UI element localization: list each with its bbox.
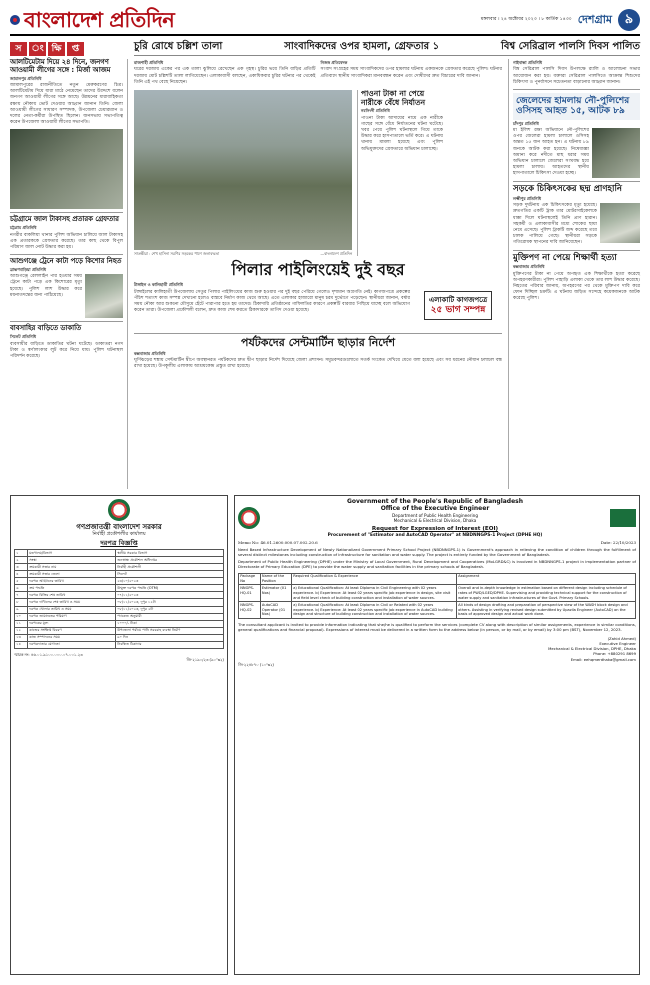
- tender-cell: প্যাকেজ অনুযায়ী: [116, 613, 224, 620]
- tender-cell: ১২: [15, 627, 28, 634]
- signer-phone: Phone: +880291 8699: [593, 651, 636, 657]
- brief-title: আলটিমেটাম দিয়ে ২৪ দিনে, জনগণ আওয়ামী লীগের সঙ্গে : মির্জা আজম: [10, 58, 111, 74]
- tender-row: [15, 641, 224, 648]
- tender-cell: ২: [15, 557, 28, 564]
- eoi-header-cell: Required Qualification & Experience: [292, 573, 457, 585]
- tender-cell: ০৮/১১/২০২৩, দুপুর ১২টা: [116, 599, 224, 606]
- story-text: ঘূর্ণিঝড়ের শঙ্কায় সেন্টমার্টিন দ্বীপে অবস্থানরত পর্যটকদের দ্রুত দ্বীপ ছাড়ার নির্দেশ দিয়েছে জেলা প্রশাসন। সমুদ্রবন্দরগুলোতে সতর্ক সংকেত দেখিয়ে যেতে বলা হয়েছে এবং সব ধরনের নৌযান চলাচল বন্ধ রাখা হয়েছে। উপকূলীয় এলাকায় আশ্রয়কেন্দ্র প্রস্তুত রাখা হয়েছে।: [134, 357, 502, 370]
- brief-section-bar: [10, 42, 128, 56]
- tender-cell: সংস্থা: [28, 557, 116, 564]
- tender-row: [15, 557, 224, 564]
- eoi-row: [239, 585, 636, 602]
- story-text: মা ইলিশ রক্ষা অভিযানে নৌ-পুলিশের ওপর জেলেরা হামলা চালালে ওসিসহ অন্তত ১৫ জন আহত হন। এ ঘটনায় ৮৯ জনকে আটক করা হয়েছে। নিষেধাজ্ঞা অমান্য করে নদীতে মাছ ধরার সময় অভিযান চালালে জেলেরা সংঘবদ্ধ হয়ে হামলা চালায়। আহতদের স্থানীয় হাসপাতালে চিকিৎসা দেওয়া হচ্ছে।: [513, 128, 589, 177]
- story-byline: গাইবান্ধা প্রতিনিধি: [513, 60, 543, 65]
- health-headline: সড়কে চিকিৎসকের ছদ্ম প্রাণহানি: [513, 184, 622, 195]
- signer-email: Email: eehqmerdhaka@gmail.com: [570, 656, 636, 662]
- brief-title: আশুগঞ্জে ট্রেনে কাটা পড়ে কিশোর নিহত: [10, 257, 122, 266]
- tender-row: [15, 613, 224, 620]
- brief-text: আশুগঞ্জে রেললাইন পার হওয়ার সময় ট্রেনে কাটা পড়ে এক কিশোরের মৃত্যু হয়েছে। পুলিশ লাশ উদ্ধার করে ময়নাতদন্তের জন্য পাঠিয়েছে।: [10, 274, 82, 298]
- eoi-date: Date: 22/10/2023: [600, 539, 636, 545]
- brief-section-letter: ক্ষি: [48, 42, 65, 56]
- eoi-outro: The consultant applicant is invited to provide information indicating that she/he is qualified to perform the services (complete CV along with description of similar assignments, experience in similar conditions, general qualifications and financial proposal). Expressions of interest must be delivered in a written form to the address below (in person, or by mail, or by email) by 3:00 pm (BST), November 12, 2023.: [238, 621, 636, 632]
- section-name: দেশগ্রাম: [577, 12, 612, 26]
- tender-row: [15, 550, 224, 557]
- story-byline: টাঙ্গাইল ও কালিহাতী প্রতিনিধি: [134, 282, 183, 288]
- eoi-header-cell: Package No: [239, 573, 261, 585]
- brief-photo: [85, 274, 123, 318]
- issue-date: মঙ্গলবার । ২৪ অক্টোবর ২০২৩ । ৮ কার্তিক ১৪৩০: [480, 16, 572, 22]
- story-byline: কক্সবাজার প্রতিনিধি: [134, 350, 166, 356]
- brand-name: বাংলাদেশ প্রতিদিন: [24, 6, 175, 32]
- tender-cell: ১: [15, 550, 28, 557]
- story-byline: কক্সবাজার প্রতিনিধি: [513, 264, 545, 270]
- story-byline: নরসিংদী প্রতিনিধি: [361, 108, 390, 114]
- tender-title: দরপত্র বিজ্ঞপ্তি: [100, 538, 138, 547]
- tender-cell: দরপত্র বিক্রির শেষ তারিখ: [28, 592, 116, 599]
- tender-row: [15, 627, 224, 634]
- photo-credit: —বাংলাদেশ প্রতিদিন: [320, 250, 352, 256]
- tender-row: [15, 592, 224, 599]
- headline-journalist: সাংবাদিকদের ওপর হামলা, গ্রেফতার ১: [284, 40, 440, 52]
- tender-cell: নিবন্ধিত ঠিকাদার: [116, 641, 224, 648]
- eoi-cell: AutoCAD Operator (01 Nos): [260, 602, 291, 619]
- tender-row: [15, 599, 224, 606]
- tender-cell: ১০: [15, 613, 28, 620]
- brief-byline: জামালপুর প্রতিনিধি: [10, 75, 42, 81]
- brief-section-letter: ং: [29, 42, 46, 56]
- story-text: সড়ক দুর্ঘটনায় এক চিকিৎসকের মৃত্যু হয়েছে। দ্রুতগতির একটি ট্রাক তার মোটরসাইকেলকে ধাক্কা দিলে ঘটনাস্থলেই তিনি প্রাণ হারান। সহকর্মী ও এলাকাবাসীর মধ্যে শোকের ছায়া নেমে এসেছে। পুলিশ ট্রাকটি জব্দ করেছে তবে চালক পালিয়ে গেছে। স্থানীয়রা সড়কে গতিরোধক স্থাপনের দাবি জানিয়েছেন।: [513, 203, 597, 246]
- tender-row: [15, 578, 224, 585]
- brief-title: বাবসাহির বাড়িতে ডাকাতি: [10, 324, 82, 333]
- brief-byline: চট্টগ্রাম প্রতিনিধি: [10, 225, 37, 231]
- callout-title: এলাকাটি কাগজপত্রে: [428, 296, 488, 305]
- tender-cell: ৪: [15, 571, 28, 578]
- eoi-notice: [234, 495, 640, 975]
- health-photo: [600, 203, 640, 243]
- tender-cell: ৫: [15, 578, 28, 585]
- brand-logo-icon: [10, 15, 20, 25]
- brief-section-letter: প্ত: [67, 42, 84, 56]
- tourism-headline: পর্যটকদের সেন্টমার্টিন ছাড়ার নির্দেশ: [241, 335, 395, 349]
- brief-byline: ব্রাহ্মণবাড়িয়া প্রতিনিধি: [10, 266, 47, 272]
- eoi-dept: Department of Public Health Engineering: [392, 512, 478, 518]
- tender-table: [14, 549, 224, 648]
- signer-title: Executive Engineer: [599, 641, 636, 647]
- brief-text: ব্যবসায়ীর বাড়িতে ডাকাতির ঘটনা ঘটেছে। ডাকাতরা নগদ টাকা ও স্বর্ণালংকার লুট করে নিয়ে যায়। পুলিশ ঘটনাস্থল পরিদর্শন করেছে।: [10, 341, 123, 359]
- brand: [10, 6, 174, 34]
- eoi-cell: a) Educational Qualification: At least Diploma in Civil Engineering with 02 years experience. b) Experience: At least 02 years specific job experience in design, site visit and field level check of building construction and installation of water sources.: [292, 585, 457, 602]
- eoi-header-cell: Assignment: [456, 573, 635, 585]
- tender-notice: [10, 495, 228, 975]
- tender-cell: ০৭/১১/২০২৩: [116, 592, 224, 599]
- brief-text: জামালপুরের রাজনীতিতে নতুন মেরুকরণের চিত্র। আলটিমেটাম দিয়ে যারা মাঠে নেমেছেন তাদের উদ্দেশে বলেন জনগণ আওয়ামী লীগের সঙ্গে আছে। উন্নয়নের ধারাবাহিকতা রক্ষায় নৌকায় ভোট দেওয়ার আহ্বান জানান তিনি। জেলা আওয়ামী লীগের সাধারণ সম্পাদক, উপজেলা চেয়ারম্যান ও দলের নেতা-কর্মীরা উপস্থিত ছিলেন। জনসভায় সভাপতিত্ব করেন উপজেলা আওয়ামী লীগের সভাপতি।: [10, 83, 123, 126]
- brief-byline: সিলেট প্রতিনিধি: [10, 334, 36, 340]
- tender-cell: জনস্বাস্থ্য প্রকৌশল অধিদপ্তর: [116, 557, 224, 564]
- eoi-intro-2: Department of Public Health Engineering (DPHE) under the Ministry of Local Government, Rural Development and Cooperatives (MoLGRD&C) is involved in NBDNNGPS-1 project in implementation partner of Directorate of Primary Education (DPE) to provide the water supply and sanitation facilities in the primary schools of Bangladesh.: [238, 559, 636, 570]
- tender-cell: ১৩: [15, 634, 28, 641]
- eoi-office: Office of the Executive Engineer: [380, 504, 490, 512]
- main-photo: [134, 90, 352, 250]
- headline-cerebral: বিশ্ব সেরিব্রাল পালসি দিবস পালিত: [501, 40, 640, 52]
- tender-row: [15, 634, 224, 641]
- tender-cell: ২৩/১০/২০২৩: [116, 578, 224, 585]
- tender-cell: ০৮/১১/২০২৩, দুপুর ২টা: [116, 606, 224, 613]
- eoi-row: [239, 602, 636, 619]
- story-text: ঘরের দরজায় একের পর এক তালা ঝুলিয়ে রেখেছেন এক গৃহস্থ। চুরির ভয়ে তিনি বাড়ির প্রতিটি দরজায় মোট চল্লিশটি তালা লাগিয়েছেন। এলাকাবাসী বলছেন, একাধিকবার চুরির ঘটনার পর থেকেই তিনি এই পথ বেছে নিয়েছেন।: [134, 67, 316, 85]
- tender-cell: ৬: [15, 585, 28, 592]
- callout-value: ২৫ ভাগ সম্পন্ন: [430, 304, 486, 315]
- headline-lock: চুরি রোধে চল্লিশ তালা: [134, 40, 223, 52]
- tender-cell: ক্রয়কারী সত্তার জেলা: [28, 571, 116, 578]
- story-byline: রাজশাহী প্রতিনিধি: [134, 60, 164, 65]
- eoi-table: [238, 573, 636, 619]
- clash-photo: [592, 128, 640, 178]
- tender-cell: ৯: [15, 606, 28, 613]
- tender-row: [15, 564, 224, 571]
- tender-cell: সিলেট: [116, 571, 224, 578]
- tender-cell: ক্রয়কারী সত্তার নাম: [28, 564, 116, 571]
- govt-seal-icon: [108, 499, 130, 521]
- tender-row: [15, 585, 224, 592]
- page-number: ৯: [618, 9, 640, 31]
- story-byline: নিজস্ব প্রতিবেদক: [320, 60, 348, 65]
- eoi-intro: Need Based Infrastructure Development of Newly Nationalized Government Primary School Project (NBDNNGPS-1) is Government's approach in relieving the condition of children through the fulfillment of several distinct milestones including construction of infrastructure for sanitation and water supply. The project is entirely funded by the Government of Bangladesh.: [238, 547, 636, 558]
- tender-cell: দরপত্রদাতার যোগ্যতা: [28, 641, 116, 648]
- signer-office: Mechanical & Electrical Division, DPHE, Dhaka: [548, 646, 636, 652]
- tender-gov: গণপ্রজাতন্ত্রী বাংলাদেশ সরকার: [76, 523, 162, 531]
- tender-cell: ৮: [15, 599, 28, 606]
- story-byline: চাঁদপুর প্রতিনিধি: [513, 120, 539, 126]
- tender-cell: ৩: [15, 564, 28, 571]
- tender-office: নির্বাহী প্রকৌশলীর কার্যালয়: [92, 531, 146, 538]
- eoi-memo: Memo No: 46.01.2600.000.07.002.20.6: [238, 539, 318, 545]
- story-text: বিশ্ব সেরিব্রাল পালসি দিবস উপলক্ষে র‍্যালি ও আলোচনা সভার আয়োজন করা হয়। বক্তারা সেরিব্রাল পালসিতে আক্রান্ত শিশুদের চিকিৎসা ও পুনর্বাসনে সচেতনতা বাড়ানোর আহ্বান জানান।: [513, 67, 640, 85]
- tender-cell: নির্বাহী প্রকৌশলী: [116, 564, 224, 571]
- eoi-header-cell: Name of the Position: [260, 573, 291, 585]
- tender-cell: ১১: [15, 620, 28, 627]
- eoi-cell: NNGPS-HQ-02: [239, 602, 261, 619]
- tender-row: [15, 571, 224, 578]
- signer-name: (Zahid Ahmed): [607, 636, 636, 642]
- eoi-procurement: Procurement of "Estimator and AutoCAD Operator" at NBDNNGPS-1 Project (DPHE HQ): [327, 532, 543, 538]
- eoi-signature: [238, 636, 636, 662]
- brief-column: [10, 59, 128, 489]
- eoi-cell: a) Educational Qualification: At least Diploma in Civil or Related with 02 years experience. b) Experience: At least 02 years specific job experience in AutoCAD building design and structure of building construction and installation of water sources.: [292, 602, 457, 619]
- brief-text: নগরীর বাকলিয়া থানার পুলিশ অভিযান চালিয়ে জাল টাকাসহ এক প্রতারককে গ্রেফতার করেছে। তার কাছ থেকে বিপুল পরিমাণ জাল নোট উদ্ধার করা হয়।: [10, 232, 123, 250]
- tender-cell: মন্ত্রণালয়/বিভাগ: [28, 550, 116, 557]
- eoi-cell: Overall and in-depth knowledge in estimation based on different design including schedule of rates of PWD/LGED/DPHE. Supervising and providing technical support for the construction of water supply and sanitation infrastructures of the Govt. Primary Schools.: [456, 585, 635, 602]
- tender-cell: ক্রয় পদ্ধতি: [28, 585, 116, 592]
- tender-cell: ৭: [15, 592, 28, 599]
- eoi-gov: Government of the People's Republic of Bangladesh: [346, 498, 524, 505]
- tender-cell: কাজের সংক্ষিপ্ত বিবরণ: [28, 627, 116, 634]
- govt-seal-icon: [238, 507, 260, 529]
- tender-row: [15, 620, 224, 627]
- tender-memo: স্মারক নং: ৪৬.০১.৯১০০.০০০.০৭.০০১.২৩: [14, 651, 83, 657]
- tender-cell: দরপত্র আহ্বানের তারিখ: [28, 578, 116, 585]
- story-text: টাঙ্গাইলের কালিহাতী উপজেলায় সেতুর পিলার পাইলিংয়ের কাজ শুরু হওয়ার পর দুই বছর পেরিয়ে গেলেও দৃশ্যমান অগ্রগতি নেই। কাগজপত্রে প্রকল্পের পঁচিশ শতাংশ কাজ সম্পন্ন দেখানো হলেও বাস্তবে নির্মাণ কাজ থেমে আছে। এতে এলাকার হাজারো মানুষ চরম দুর্ভোগে পড়েছেন। স্থানীয়রা জানান, বর্ষার সময় নৌকা আর শুকনো মৌসুমে হেঁটে পারাপার হতে হয় তাদের। ঠিকাদারি প্রতিষ্ঠানের গাফিলতির কারণে প্রকল্পটি বারবার পিছিয়ে যাচ্ছে বলে অভিযোগ করেন তারা। উপজেলা প্রকৌশলী বলেন, দ্রুত কাজ শেষ করতে ঠিকাদারকে তাগিদ দেওয়া হয়েছে।: [134, 289, 410, 314]
- pillar-headline: পিলার পাইলিংয়েই দুই বছর: [231, 260, 405, 280]
- ransom-headline: মুক্তিপণ না পেয়ে শিক্ষার্থী হত্যা: [513, 252, 617, 263]
- eoi-cell: Estimator (01 Nos): [260, 585, 291, 602]
- story-text: মুক্তিপণের টাকা না পেয়ে অপহৃত এক শিক্ষার্থীকে হত্যা করেছে অপহরণকারীরা। পুলিশ পাহাড়ি এলাকা থেকে তার লাশ উদ্ধার করেছে। নিহতের পরিবার জানায়, অপহরণের পর থেকে মুক্তিপণ দাবি করে ফোন দিচ্ছিল চক্রটি। এ ঘটনায় জড়িত সন্দেহে কয়েকজনকে আটক করেছে পুলিশ।: [513, 271, 640, 302]
- tender-cell: ৯০ দিন: [116, 634, 224, 641]
- eoi-title: Request for Expression of Interest (EOI): [371, 526, 499, 533]
- dphe-logo-icon: [610, 509, 636, 527]
- tender-cell: উপজেলা পর্যায়ে পানি সরবরাহ ব্যবস্থা নির্মাণ: [116, 627, 224, 634]
- tender-cell: দরপত্র দাখিলের শেষ তারিখ ও সময়: [28, 599, 116, 606]
- brief-photo: [10, 129, 123, 209]
- tender-cell: দরপত্র জামানতের পরিমাণ: [28, 613, 116, 620]
- masthead: [10, 6, 640, 36]
- story-text: সংবাদ সংগ্রহের সময় সাংবাদিকদের ওপর হামলার ঘটনায় একজনকে গ্রেফতার করেছে পুলিশ। ঘটনার প্রতিবাদে স্থানীয় সাংবাদিকরা মানববন্ধন করেন এবং দোষীদের দ্রুত বিচারের দাবি জানান।: [320, 67, 502, 79]
- photo-caption: সাতক্ষীরা : শেখ হাসিনা সরণির সড়কের পাশে জলাবদ্ধতা: [134, 250, 220, 256]
- brief-title: চট্টগ্রামে জাল টাকাসহ প্রতারক গ্রেফতার: [10, 215, 119, 224]
- tender-cell: কাজ সম্পাদনের সময়: [28, 634, 116, 641]
- tender-ref: জি-২১৯০/২৩ (৯০”x২): [186, 656, 224, 662]
- tender-cell: দরপত্র খোলার তারিখ ও সময়: [28, 606, 116, 613]
- tender-cell: স্থানীয় সরকার বিভাগ: [116, 550, 224, 557]
- story-text: পাওনা টাকা আদায়ের নামে এক নারীকে গাছের সঙ্গে বেঁধে নির্যাতনের ঘটনা ঘটেছে। খবর পেয়ে পুলিশ ঘটনাস্থলে গিয়ে তাকে উদ্ধার করে হাসপাতালে ভর্তি করে। এ ঘটনায় থানায় মামলা হয়েছে এবং পুলিশ অভিযুক্তদের গ্রেফতারে অভিযান চালাচ্ছে।: [361, 115, 443, 152]
- eoi-cell: All kinds of design drafting and preparation of perspective view of the WASH block design and others. Assisting in verifying revised design submitted by Upazila Engineer (AutoCAD) on the basis of approved design and actual work done.: [456, 602, 635, 619]
- story-title: পাওনা টাকা না পেয়ে নারীকে বেঁধে নির্যাতন: [361, 88, 426, 107]
- eoi-circle: Mechanical & Electrical Division, Dhaka: [393, 518, 477, 524]
- eoi-cell: NNGPS-HQ-01: [239, 585, 261, 602]
- tender-cell: উন্মুক্ত দরপত্র পদ্ধতি (OTM): [116, 585, 224, 592]
- story-byline: লক্ষ্মীপুর প্রতিনিধি: [513, 195, 541, 201]
- tender-cell: ১০০০/- টাকা: [116, 620, 224, 627]
- tender-row: [15, 606, 224, 613]
- tender-cell: ১৪: [15, 641, 28, 648]
- brief-section-letter: স: [10, 42, 27, 56]
- pillar-callout: [424, 291, 492, 319]
- tender-cell: দরপত্রের মূল্য: [28, 620, 116, 627]
- clash-headline: জেলেদের হামলায় নৌ-পুলিশের ওসিসহ আহত ১৫, আটক ৮৯: [516, 95, 630, 117]
- eoi-ref: জি-২২৪৮৭০ (১০"x২): [238, 661, 275, 667]
